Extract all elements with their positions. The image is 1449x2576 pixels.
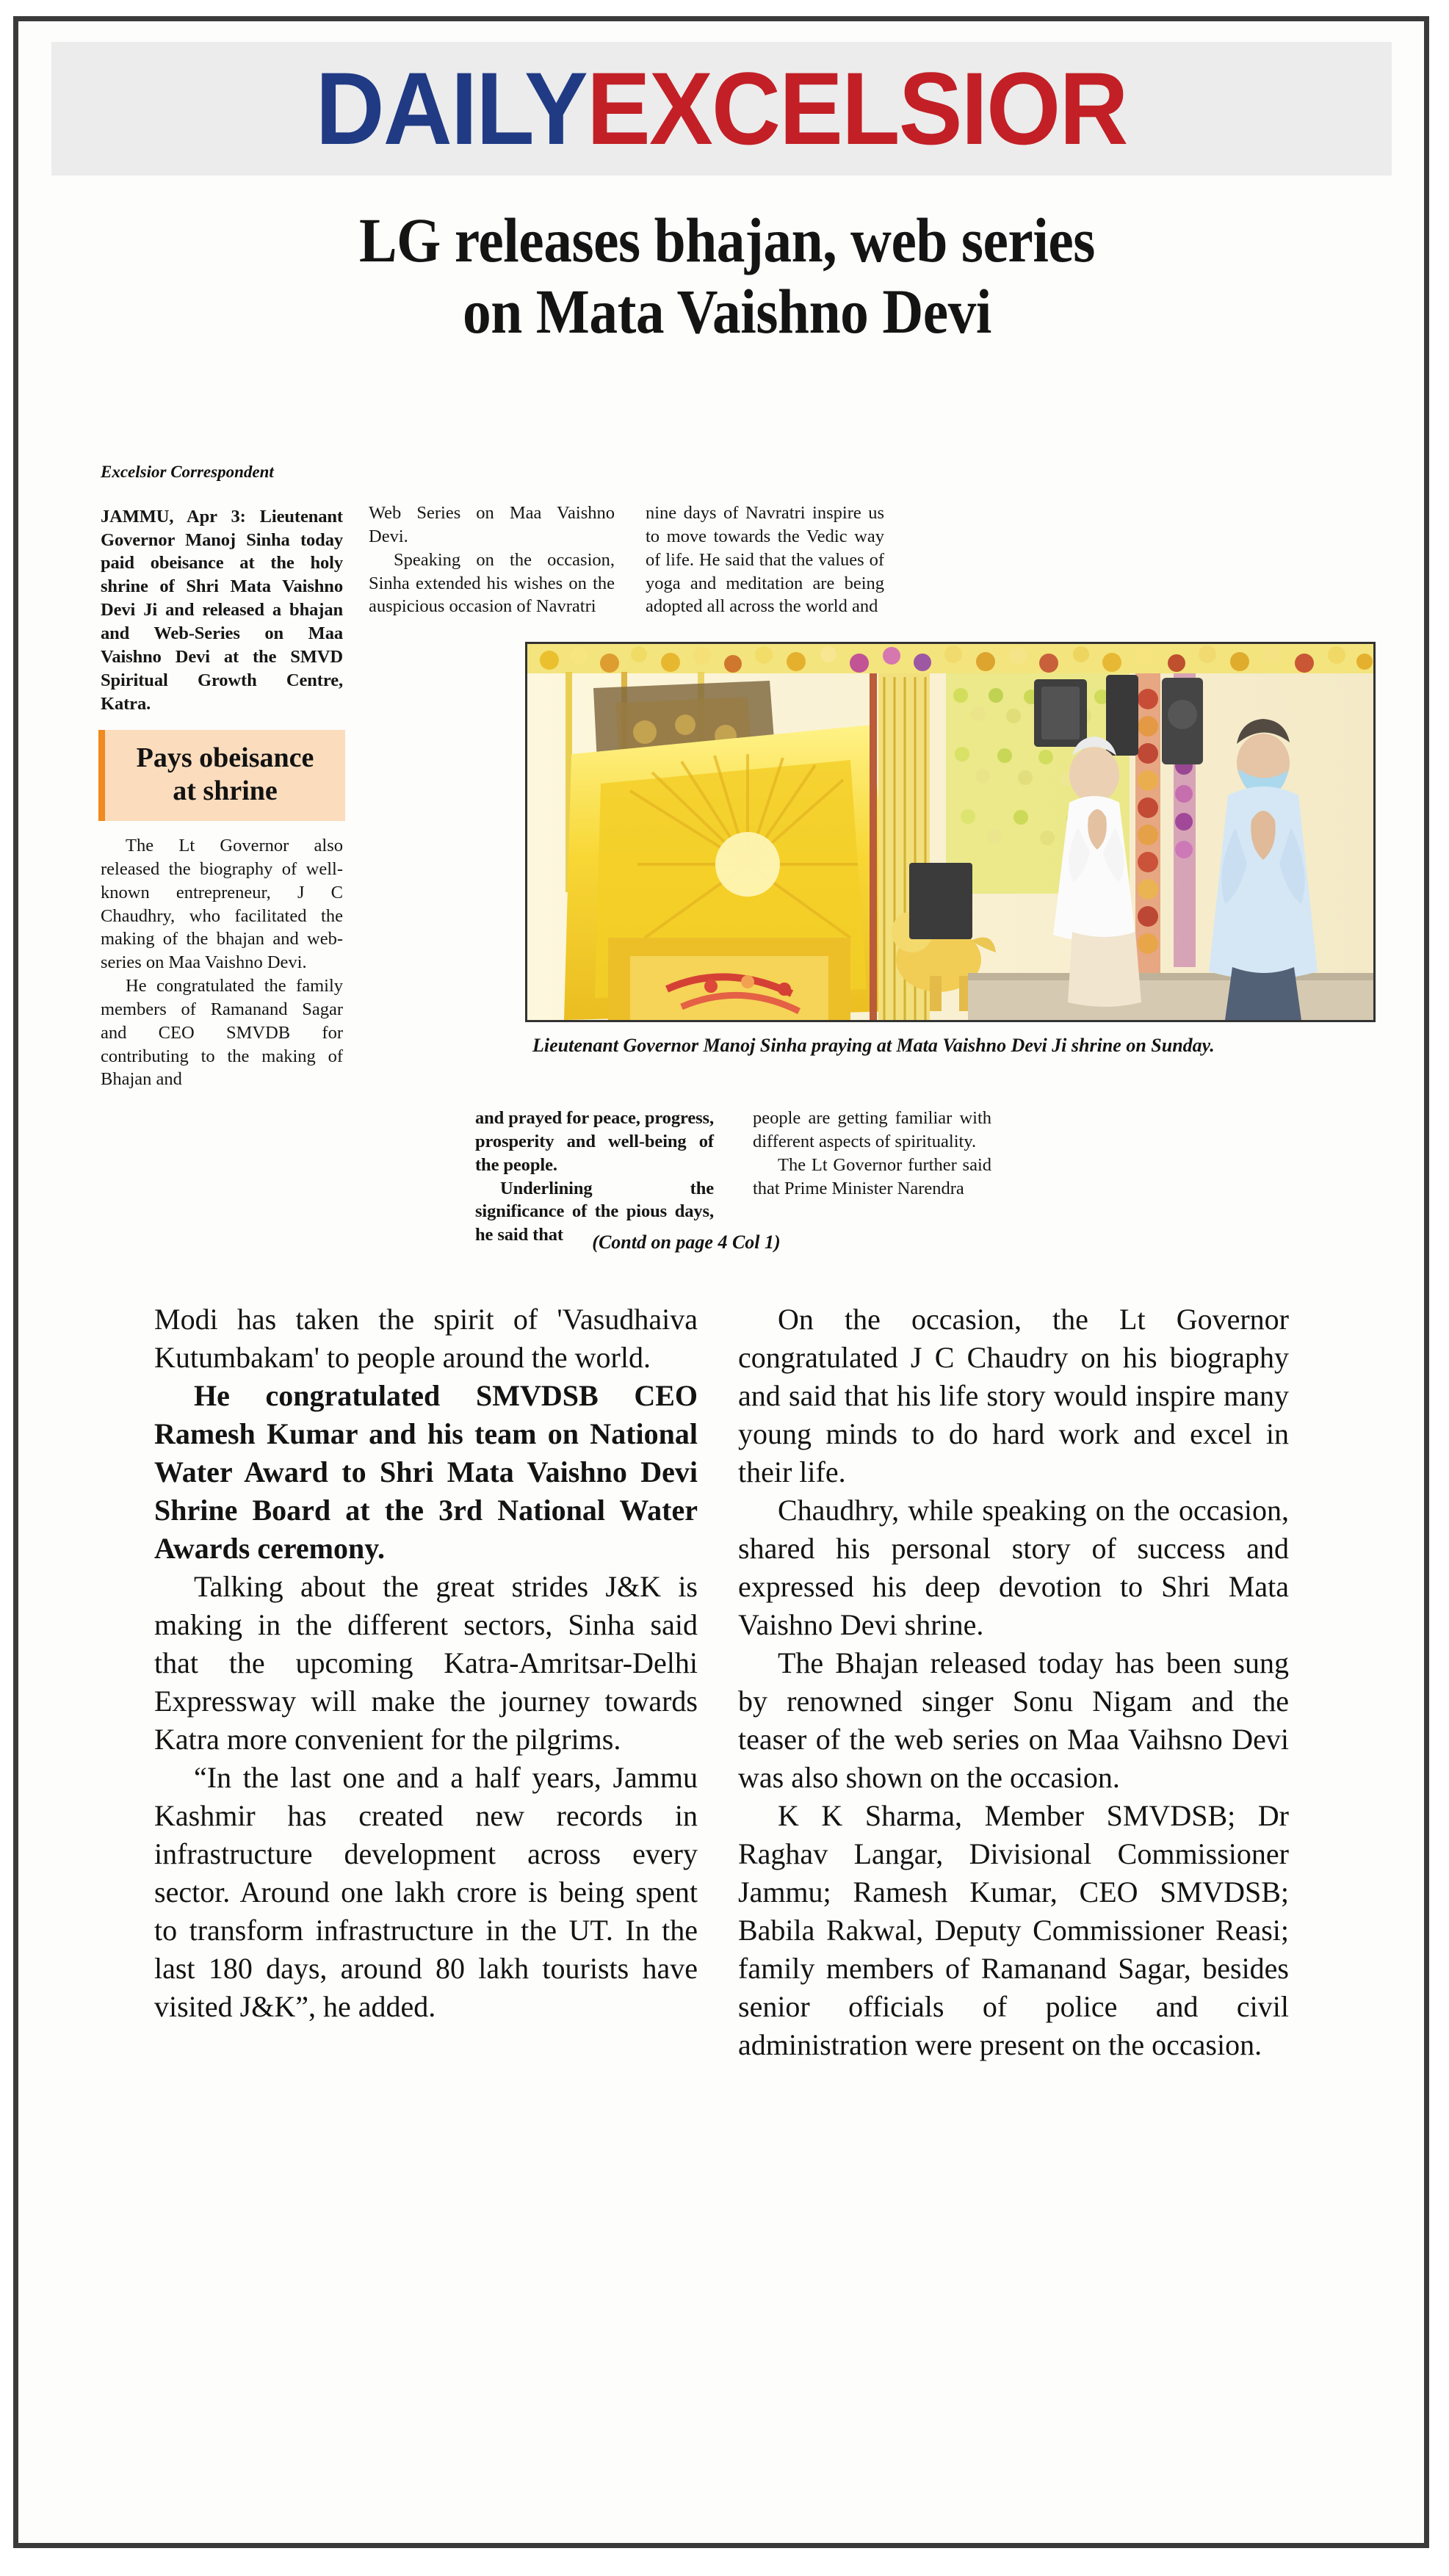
shrine-photo-svg [527,644,1373,1020]
continuation-note: (Contd on page 4 Col 1) [592,1231,781,1253]
masthead-banner [51,42,1392,176]
lower-column-left [154,1300,698,2026]
masthead-word-daily: DAILY [315,51,588,166]
paragraph: “In the last one and a half years, Jammu Kashmir has created new records in infrastructure development across every sector. Around one lakh crore is being spent to transform infrastructure in the UT. In the last 180 days, around 80 lakh tourists have visited J&K”, he added. [154,1761,698,2023]
top-column-3 [646,462,884,618]
subhead-line-1: Pays obeisance [136,742,314,774]
headline-line-2: on Mata Vaishno Devi [463,276,991,347]
paragraph: Talking about the great strides J&K is making in the different sectors, Sinha said that the upcoming Katra-Amritsar-Delhi Expressway will make the journey towards Katra more convenient for the pilgrims. [154,1570,698,1756]
subhead-highlight-box [98,730,345,821]
paragraph: He congratulated SMVDSB CEO Ramesh Kumar and his team on National Water Award to Shri Mata Vaishno Devi Shrine Board at the 3rd National Water Awards ceremony. [154,1379,698,1565]
masthead-word-excelsior: EXCELSIOR [587,51,1128,166]
paragraph: and prayed for peace, progress, prosperity and well-being of the people. [475,1108,714,1175]
paragraph: Modi has taken the spirit of 'Vasudhaiva Kutumbakam' to people around the world. [154,1303,698,1374]
article-headline [136,205,1319,347]
paragraph: people are getting familiar with different aspects of spirituality. [753,1108,991,1151]
masthead-logo [315,51,1128,166]
paragraph: Chaudhry, while speaking on the occasion, shared his personal story of success and expressed his deep devotion to Shri Mata Vaishno Devi shrine. [738,1494,1289,1641]
paragraph: JAMMU, Apr 3: Lieutenant Governor Manoj Sinha today paid obeisance at the holy shrine of Shri Mata Vaishno Devi Ji and released a bhajan and Web-Series on Maa Vaishno Devi at the SMVD Spiritual Growth Centre, Katra. [101,506,343,714]
mid-column-2 [753,1107,991,1200]
paragraph: Web Series on Maa Vaishno Devi. [369,503,615,546]
photo-caption: Lieutenant Governor Manoj Sinha praying at Mata Vaishno Devi Ji shrine on Sunday. [532,1035,1215,1056]
paragraph: The Lt Governor also released the biography of well-known entrepreneur, J C Chaudhry, who facilitated the making of the bhajan and web-series on Maa Vaishno Devi. [101,836,343,973]
paragraph: nine days of Navratri inspire us to move towards the Vedic way of life. He said that the values of yoga and meditation are being adopted all across the world and [646,503,884,617]
newspaper-page [18,21,1424,2543]
newspaper-clipping-frame [13,16,1429,2548]
article-photo [525,642,1376,1022]
headline-line-1: LG releases bhajan, web series [359,205,1095,275]
paragraph: On the occasion, the Lt Governor congratulated J C Chaudry on his biography and said that his life story would inspire many young minds to do hard work and excel in their life. [738,1303,1289,1488]
byline: Excelsior Correspondent [101,463,274,481]
top-column-2 [369,462,615,618]
top-column-1 [101,462,343,1091]
mid-column-1 [475,1107,714,1247]
paragraph: The Lt Governor further said that Prime Minister Narendra [753,1154,991,1198]
lower-column-right [738,1300,1289,2064]
subhead-line-2: at shrine [173,775,278,807]
paragraph: The Bhajan released today has been sung by renowned singer Sonu Nigam and the teaser of the web series on Maa Vaihsno Devi was also shown on the occasion. [738,1646,1289,1794]
paragraph: K K Sharma, Member SMVDSB; Dr Raghav Langar, Divisional Commissioner Jammu; Ramesh Kumar, CEO SMVDSB; Babila Rakwal, Deputy Commissioner Reasi; family members of Ramanand Sagar, besides senior officials of police and civil administration were present on the occasion. [738,1799,1289,2061]
shrine-photo-image [527,644,1373,1020]
paragraph: Underlining the significance of the pious days, he said that [475,1178,714,1245]
paragraph: He congratulated the family members of Ramanand Sagar and CEO SMVDB for contributing to the making of Bhajan and [101,976,343,1090]
paragraph: Speaking on the occasion, Sinha extended his wishes on the auspicious occasion of Navratri [369,549,615,617]
